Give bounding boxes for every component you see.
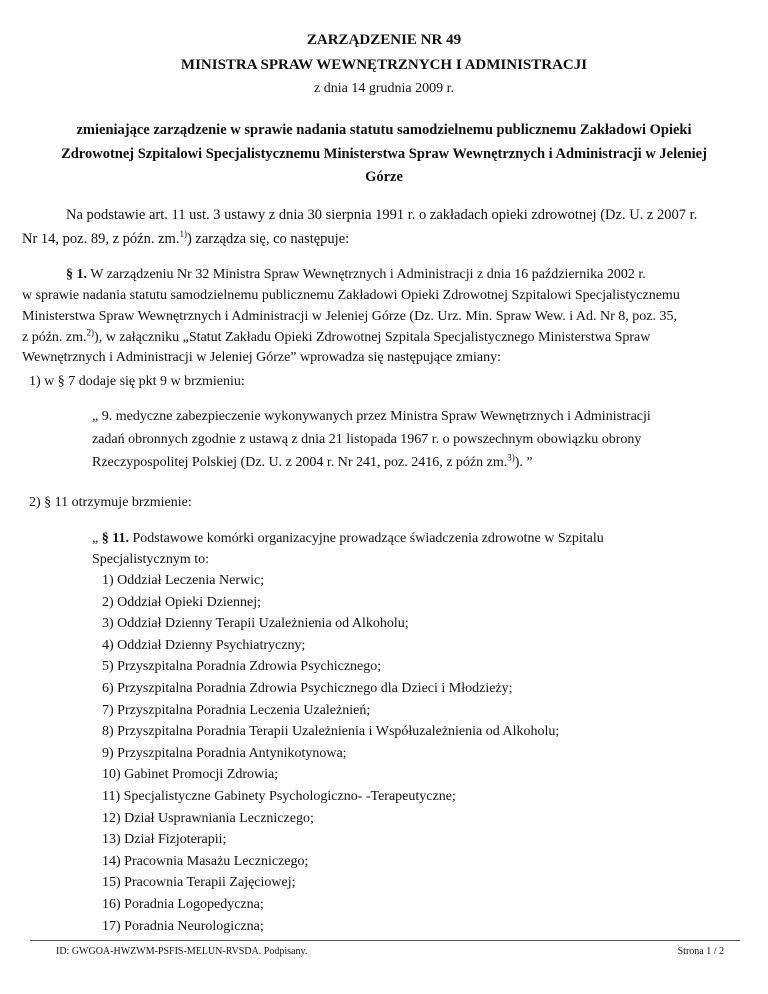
preamble-text-a: Nr 14, poz. 89, z późn. zm.	[22, 231, 180, 247]
list-item: 12) Dział Usprawniania Leczniczego;	[102, 810, 314, 826]
list-item: 8) Przyszpitalna Poradnia Terapii Uzależnienia i Współuzależnienia od Alkoholu;	[102, 724, 560, 740]
section1-line-5: Wewnętrznych i Administracji w Jeleniej Górze” wprowadza się następujące zmiany:	[22, 350, 501, 365]
list-item: 15) Pracownia Terapii Zajęciowej;	[102, 875, 296, 891]
preamble-line-2	[22, 228, 349, 250]
section11-label: § 11.	[101, 531, 129, 546]
preamble-text-b: ) zarządza się, co następuje:	[186, 231, 350, 247]
section1-text: W zarządzeniu Nr 32 Ministra Spraw Wewnętrznych i Administracji z dnia 16 października 2002 r.	[87, 267, 646, 282]
list-item: 6) Przyszpitalna Poradnia Zdrowia Psychicznego dla Dzieci i Młodzieży;	[102, 681, 513, 696]
change2-quote-open: „	[92, 531, 102, 546]
change2-text: Podstawowe komórki organizacyjne prowadzące świadczenia zdrowotne w Szpitalu	[128, 531, 604, 546]
footnote-ref-3[interactable]: 3)	[507, 452, 515, 463]
section1-text-b: ), w załączniku „Statut Zakładu Opieki Zdrowotnej Szpitala Specjalistycznego Ministerstwa Spraw	[94, 330, 651, 345]
list-item: 17) Poradnia Neurologiczna;	[102, 918, 264, 934]
document-authority: MINISTRA SPRAW WEWNĘTRZNYCH I ADMINISTRACJI	[180, 57, 588, 73]
footnote-ref-2[interactable]: 2)	[86, 327, 95, 338]
document-date: z dnia 14 grudnia 2009 r.	[314, 81, 454, 96]
list-item: 3) Oddział Dzienny Terapii Uzależnienia od Alkoholu;	[102, 616, 409, 632]
list-item: 11) Specjalistyczne Gabinety Psychologiczno- -Terapeutyczne;	[102, 789, 456, 804]
list-item: 16) Poradnia Logopedyczna;	[102, 897, 264, 912]
change2-label: 2) § 11 otrzymuje brzmienie:	[29, 495, 192, 510]
change1-quote-line-2: zadań obronnych zgodnie z ustawą z dnia 21 listopada 1967 r. o powszechnym obowiązku obrony	[92, 432, 642, 447]
preamble-line-1: Na podstawie art. 11 ust. 3 ustawy z dnia 30 sierpnia 1991 r. o zakładach opieki zdrowotnej (Dz. U. z 2007 r.	[66, 207, 698, 223]
change2-quote-line-1	[92, 528, 604, 550]
list-item: 4) Oddział Dzienny Psychiatryczny;	[102, 637, 306, 653]
list-item: 10) Gabinet Promocji Zdrowia;	[102, 767, 279, 783]
footer-document-id: ID: GWGOA-HWZWM-PSFIS-MELUN-RVSDA. Podpisany.	[56, 946, 308, 957]
list-item: 1) Oddział Leczenia Nerwic;	[102, 573, 265, 588]
list-item: 7) Przyszpitalna Poradnia Leczenia Uzależnień;	[102, 702, 371, 718]
section1-line-4	[22, 327, 650, 349]
document-title: ZARZĄDZENIE NR 49	[306, 32, 462, 48]
list-item: 13) Dział Fizjoterapii;	[102, 832, 227, 848]
subject-line-3: Górze	[365, 169, 403, 185]
section1-line-2: w sprawie nadania statutu samodzielnemu publicznemu Zakładowi Opieki Zdrowotnej Szpitalowi Specjalistycznemu	[22, 288, 680, 303]
list-item: 9) Przyszpitalna Poradnia Antynikotynowa;	[102, 745, 347, 761]
footer-page-number: Strona 1 / 2	[677, 946, 724, 957]
change1-quote-line-3	[92, 452, 533, 474]
change1-quote-line-1: „ 9. medyczne zabezpieczenie wykonywanych przez Ministra Spraw Wewnętrznych i Administracji	[92, 409, 651, 424]
list-item: 14) Pracownia Masażu Leczniczego;	[102, 853, 309, 869]
section1-label: § 1.	[66, 267, 87, 282]
subject-line-1: zmieniające zarządzenie w sprawie nadania statutu samodzielnemu publicznemu Zakładowi Opieki	[76, 122, 692, 138]
change2-quote-line-2: Specjalistycznym to:	[92, 552, 210, 567]
list-item: 5) Przyszpitalna Poradnia Zdrowia Psychicznego;	[102, 659, 382, 675]
change1-text-b: ). ”	[514, 455, 533, 470]
subject-line-2: Zdrowotnej Szpitalowi Specjalistycznemu Ministerstwa Spraw Wewnętrznych i Administracji w Jeleniej	[61, 146, 707, 162]
footer-divider	[30, 940, 740, 941]
section1-line-3: Ministerstwa Spraw Wewnętrznych i Administracji w Jeleniej Górze (Dz. Urz. Min. Spraw Wew. i Ad. Nr 8, poz. 35,	[22, 309, 677, 324]
change1-label: 1) w § 7 dodaje się pkt 9 w brzmieniu:	[29, 374, 245, 389]
section1-line-1	[66, 264, 646, 286]
list-item: 2) Oddział Opieki Dziennej;	[102, 594, 262, 610]
change1-text-a: Rzeczypospolitej Polskiej (Dz. U. z 2004 r. Nr 241, poz. 2416, z późn zm.	[92, 455, 508, 470]
footnote-ref-1[interactable]: 1)	[179, 229, 187, 240]
section1-text-a: z późn. zm.	[22, 330, 87, 345]
